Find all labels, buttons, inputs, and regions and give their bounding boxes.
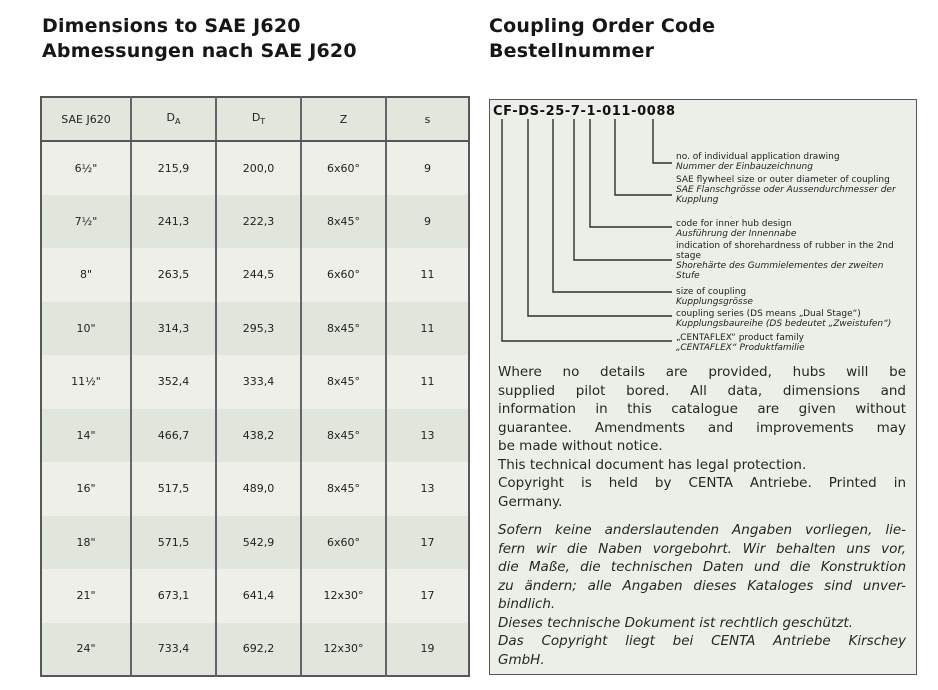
table-cell: 21"	[41, 569, 131, 623]
table-cell: 673,1	[131, 569, 216, 623]
table-cell: 14"	[41, 409, 131, 463]
table-cell: 571,5	[131, 516, 216, 570]
order-code-legend-item	[676, 152, 902, 172]
table-cell: 314,3	[131, 302, 216, 356]
table-cell: 11	[386, 355, 469, 409]
table-cell: 215,9	[131, 141, 216, 195]
col-header-da: $D_A$	[131, 97, 216, 141]
table-row	[41, 462, 469, 516]
notice-german	[498, 521, 906, 669]
table-row	[41, 141, 469, 195]
table-cell: 19	[386, 623, 469, 677]
table-cell: 692,2	[216, 623, 301, 677]
notice-line: information in this catalogue are given without	[498, 401, 906, 417]
table-cell: 241,3	[131, 195, 216, 249]
table-cell: 244,5	[216, 248, 301, 302]
table-cell: 12x30°	[301, 623, 386, 677]
table-cell: 333,4	[216, 355, 301, 409]
table-row	[41, 623, 469, 677]
notice-line: Where no details are provided, hubs will be	[498, 364, 906, 380]
order-code-connector-line	[653, 119, 672, 163]
table-cell: 8x45°	[301, 195, 386, 249]
notice-line: GmbH.	[498, 651, 545, 668]
notice-line: fern wir die Naben vorgebohrt. Wir behalten uns vor,	[498, 540, 906, 557]
left-title-en: Dimensions to SAE J620	[42, 15, 301, 37]
table-cell: 222,3	[216, 195, 301, 249]
table-cell: 13	[386, 462, 469, 516]
notice-line: This technical document has legal protection.	[498, 456, 807, 473]
legend-text-en: size of coupling	[676, 287, 747, 297]
notice-line: guarantee. Amendments and improvements may	[498, 419, 906, 436]
col-header-dt: $D_T$	[216, 97, 301, 141]
table-cell: 17	[386, 569, 469, 623]
legend-text-en: code for inner hub design	[676, 219, 792, 229]
table-cell: 517,5	[131, 462, 216, 516]
table-cell: 11	[386, 302, 469, 356]
order-code-legend-item	[676, 333, 902, 353]
legend-text-de: Ausführung der Innennabe	[676, 229, 797, 239]
table-cell: 352,4	[131, 355, 216, 409]
legend-text-en: coupling series (DS means „Dual Stage“)	[676, 309, 861, 319]
table-cell: 8"	[41, 248, 131, 302]
order-code-breakdown	[490, 119, 916, 353]
table-header-row	[41, 97, 469, 141]
table-cell: 24"	[41, 623, 131, 677]
right-section-title	[489, 14, 715, 64]
table-row	[41, 195, 469, 249]
notice-line: bindlich.	[498, 596, 556, 612]
notice-line: die Maße, die technischen Daten und die Konstruktion	[498, 559, 906, 575]
right-title-de: Bestellnummer	[489, 40, 655, 62]
sae-dimensions-table	[40, 96, 470, 677]
table-cell: 9	[386, 141, 469, 195]
table-cell: 542,9	[216, 516, 301, 570]
table-cell: 8x45°	[301, 302, 386, 356]
table-cell: 8x45°	[301, 355, 386, 409]
left-section-title	[42, 14, 357, 64]
order-code-connector-line	[553, 119, 672, 292]
order-code: CF-DS-25-7-1-011-0088	[493, 104, 676, 119]
table-cell: 10"	[41, 302, 131, 356]
table-cell: 733,4	[131, 623, 216, 677]
table-cell: 16"	[41, 462, 131, 516]
table-cell: 8x45°	[301, 409, 386, 463]
legend-text-de: Kupplungsgrösse	[676, 297, 753, 307]
col-header-sae-j620: SAE J620	[41, 97, 131, 141]
notice-line: be made without notice.	[498, 438, 663, 454]
table-cell: 6x60°	[301, 516, 386, 570]
legend-text-de: „CENTAFLEX“ Produktfamilie	[676, 343, 805, 353]
table-cell: 7½"	[41, 195, 131, 249]
table-cell: 295,3	[216, 302, 301, 356]
table-cell: 17	[386, 516, 469, 570]
table-row	[41, 409, 469, 463]
legend-text-en: no. of individual application drawing	[676, 152, 840, 162]
notice-line: zu ändern; alle Angaben dieses Kataloges sind unver-	[498, 577, 906, 594]
order-code-connector-line	[528, 119, 672, 316]
order-code-legend-item	[676, 287, 902, 307]
table-row	[41, 302, 469, 356]
table-row	[41, 248, 469, 302]
legend-text-de: Nummer der Einbauzeichnung	[676, 162, 813, 172]
table-cell: 18"	[41, 516, 131, 570]
legend-text-de: Kupplungsbaureihe (DS bedeutet „Zweistufen“)	[676, 319, 892, 329]
table-cell: 12x30°	[301, 569, 386, 623]
table-row	[41, 516, 469, 570]
order-code-connector-line	[590, 119, 672, 227]
right-title-en: Coupling Order Code	[489, 15, 716, 37]
legend-text-de: SAE Flanschgrösse oder Aussendurchmesser der Kupplung	[676, 185, 896, 205]
notice-line: Das Copyright liegt bei CENTA Antriebe Kirschey	[498, 633, 906, 649]
order-code-legend-item	[676, 241, 902, 281]
table-cell: 6x60°	[301, 248, 386, 302]
table-cell: 13	[386, 409, 469, 463]
order-code-panel	[489, 99, 917, 675]
table-header	[41, 97, 469, 141]
table-cell: 11	[386, 248, 469, 302]
table-cell: 6½"	[41, 141, 131, 195]
col-header-s: s	[386, 97, 469, 141]
notice-line: Dieses technische Dokument ist rechtlich geschützt.	[498, 614, 853, 631]
legend-text-de: Shorehärte des Gummielementes der zweiten Stufe	[676, 261, 884, 281]
col-header-z: Z	[301, 97, 386, 141]
table-row	[41, 569, 469, 623]
table-cell: 8x45°	[301, 462, 386, 516]
order-code-legend-item	[676, 309, 902, 329]
order-code-connector-line	[574, 119, 672, 260]
table-cell: 200,0	[216, 141, 301, 195]
order-code-legend-item	[676, 219, 902, 239]
table-cell: 263,5	[131, 248, 216, 302]
table-cell: 6x60°	[301, 141, 386, 195]
table-cell: 489,0	[216, 462, 301, 516]
order-code-legend-item	[676, 175, 902, 205]
notice-line: Germany.	[498, 493, 563, 510]
table-row	[41, 355, 469, 409]
legend-text-en: indication of shorehardness of rubber in the 2nd stage	[676, 241, 894, 261]
order-code-connector-line	[615, 119, 672, 195]
table-cell: 466,7	[131, 409, 216, 463]
notice-line: supplied pilot bored. All data, dimensions and	[498, 382, 906, 399]
legend-text-en: „CENTAFLEX“ product family	[676, 333, 804, 343]
table-cell: 11½"	[41, 355, 131, 409]
left-title-de: Abmessungen nach SAE J620	[42, 40, 357, 62]
notice-english	[498, 363, 906, 511]
table-cell: 641,4	[216, 569, 301, 623]
notice-line: Copyright is held by CENTA Antriebe. Printed in	[498, 475, 906, 491]
table-cell: 9	[386, 195, 469, 249]
table-cell: 438,2	[216, 409, 301, 463]
notice-line: Sofern keine anderslautenden Angaben vorliegen, lie-	[498, 522, 906, 538]
legend-text-en: SAE flywheel size or outer diameter of coupling	[676, 175, 890, 185]
